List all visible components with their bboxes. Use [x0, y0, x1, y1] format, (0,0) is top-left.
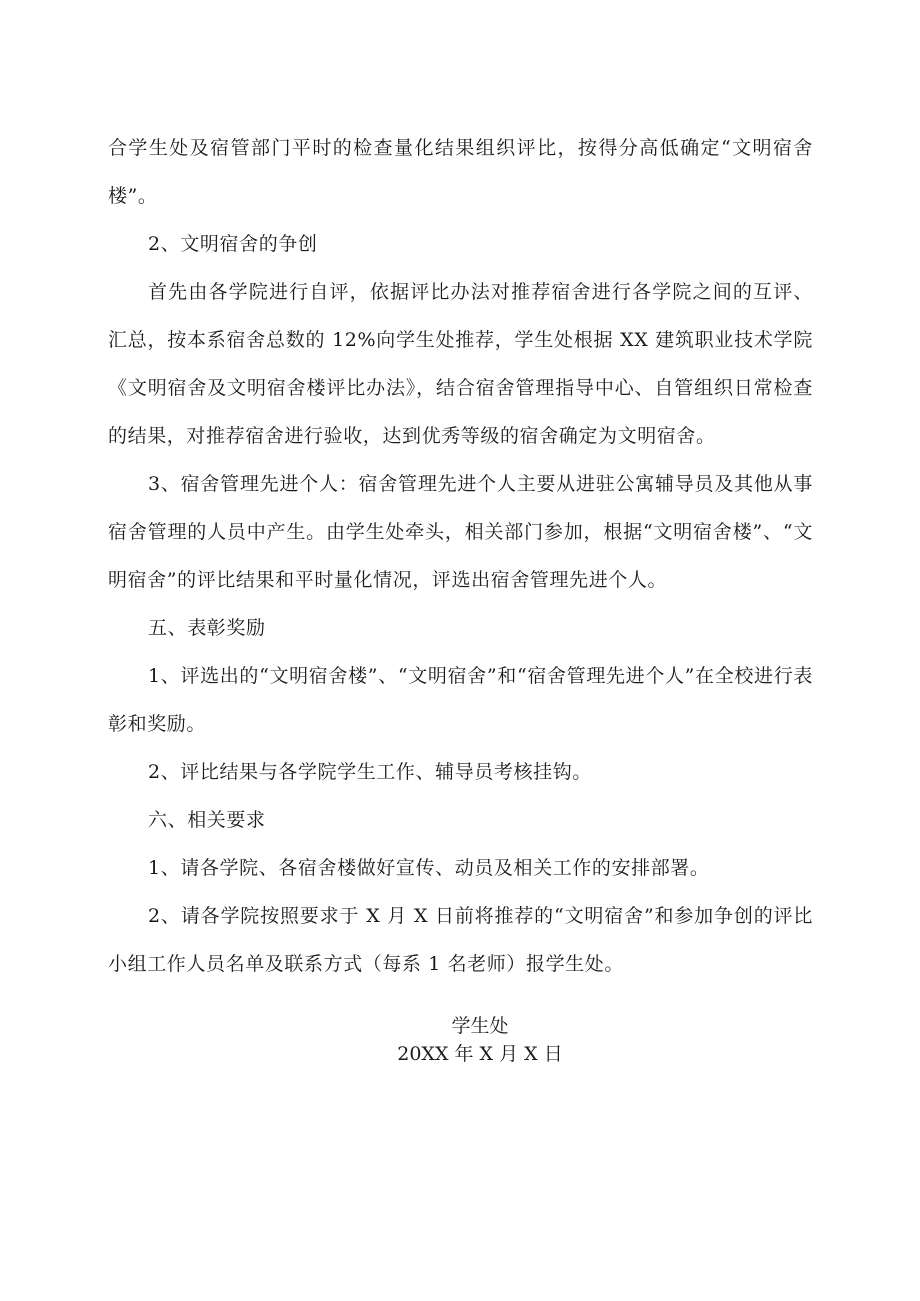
section-heading-commendation: 五、表彰奖励 — [148, 617, 266, 639]
signature-issuer: 学生处 — [451, 1015, 509, 1037]
paragraph-advanced-individual: 3、宿舍管理先进个人：宿舍管理先进个人主要从进驻公寓辅导员及其他从事宿舍管理的人员中产生。由学生处牵头，相关部门参加，根据“文明宿舍楼”、“文明宿舍”的评比结果和平时量化情况，评选出宿舍管理先进个人。 — [108, 473, 813, 591]
document-body — [108, 124, 813, 988]
paragraph-commendation-1: 1、评选出的“文明宿舍楼”、“文明宿舍”和“宿舍管理先进个人”在全校进行表彰和奖励。 — [108, 665, 813, 735]
section-heading-civilized-dorm-competition: 2、文明宿舍的争创 — [148, 233, 318, 255]
paragraph-requirement-2: 2、请各学院按照要求于 X 月 X 日前将推荐的“文明宿舍”和参加争创的评比小组工作人员名单及联系方式（每系 1 名老师）报学生处。 — [108, 905, 813, 975]
section-heading-requirements: 六、相关要求 — [148, 809, 266, 831]
signature-block — [0, 1012, 920, 1068]
paragraph-requirement-1: 1、请各学院、各宿舍楼做好宣传、动员及相关工作的安排部署。 — [148, 857, 710, 879]
signature-date: 20XX 年 X 月 X 日 — [397, 1043, 563, 1065]
paragraph-self-evaluation: 首先由各学院进行自评，依据评比办法对推荐宿舍进行各学院之间的互评、汇总，按本系宿舍总数的 12%向学生处推荐，学生处根据 XX 建筑职业技术学院《文明宿舍及文明宿舍楼评比办法》，结合宿舍管理指导中心、自管组织日常检查的结果，对推荐宿舍进行验收，达到优秀等级的宿舍确定为文明宿舍。 — [108, 281, 813, 447]
paragraph-commendation-2: 2、评比结果与各学院学生工作、辅导员考核挂钩。 — [148, 761, 592, 783]
paragraph-continuation: 合学生处及宿管部门平时的检查量化结果组织评比，按得分高低确定“文明宿舍楼”。 — [108, 137, 813, 207]
